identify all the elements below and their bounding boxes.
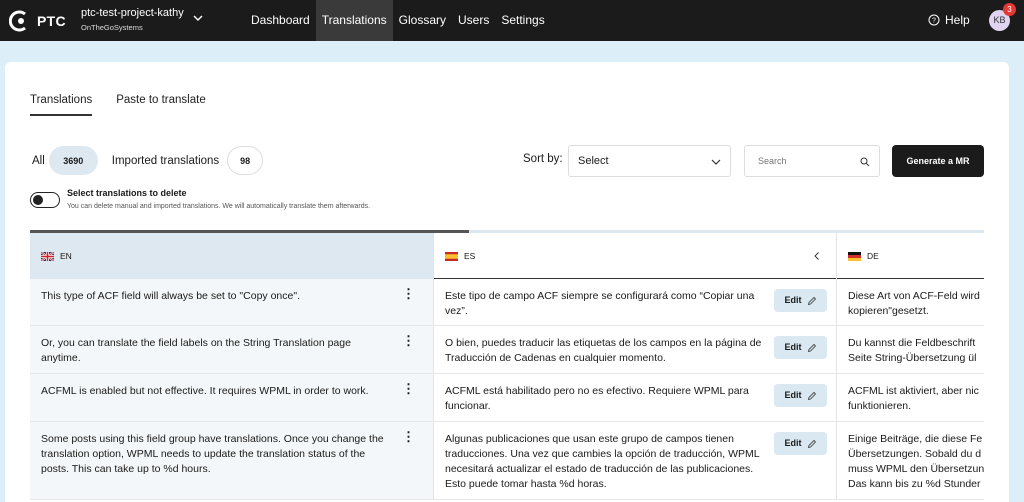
tab-translations[interactable]: Translations — [30, 94, 92, 116]
chevron-left-icon[interactable] — [812, 251, 822, 261]
delete-toggle-description: You can delete manual and imported translations. We will automatically translate them afterwards. — [67, 203, 371, 210]
edit-button[interactable] — [774, 336, 827, 359]
help-circle-icon — [928, 14, 940, 26]
translation-text-es: O bien, puedes traducir las etiquetas de los campos en la página de Traducción de Cadenas en cualquier momento. — [445, 337, 762, 364]
translation-text-de: Diese Art von ACF-Feld wird kopieren"gesetzt. — [848, 290, 980, 317]
filter-all-label[interactable]: All — [32, 154, 45, 167]
translation-cell-de — [836, 422, 984, 499]
search-box — [744, 145, 880, 177]
spain-flag-icon — [445, 252, 458, 261]
filter-imported-count[interactable]: 98 — [227, 146, 263, 175]
chevron-down-icon[interactable] — [193, 13, 203, 23]
translation-cell-de — [836, 326, 984, 373]
column-header-es[interactable] — [433, 233, 836, 279]
help-label: Help — [945, 13, 970, 27]
toggle-knob — [33, 195, 43, 205]
translation-cell-es — [433, 326, 836, 373]
column-code-de: DE — [867, 251, 879, 261]
top-navigation-bar — [0, 0, 1024, 41]
notification-badge: 3 — [1003, 3, 1016, 16]
sort-select-value: Select — [578, 155, 609, 167]
edit-label: Edit — [784, 342, 802, 352]
filter-all-count[interactable]: 3690 — [49, 146, 98, 175]
edit-label: Edit — [784, 390, 802, 400]
search-input[interactable] — [758, 156, 848, 166]
main-nav — [245, 0, 551, 41]
source-text: This type of ACF field will always be set to "Copy once". — [41, 290, 300, 302]
generate-mr-button[interactable]: Generate a MR — [892, 145, 984, 177]
sort-select[interactable] — [568, 145, 731, 177]
translation-text-es: Este tipo de campo ACF siempre se configurará como “Copiar una vez”. — [445, 290, 755, 317]
translation-text-de: ACFML ist aktiviert, aber nic funktionieren. — [848, 385, 979, 412]
edit-button[interactable] — [774, 289, 827, 312]
chevron-down-icon — [711, 157, 721, 167]
pencil-icon — [807, 296, 817, 306]
nav-glossary[interactable]: Glossary — [398, 13, 446, 27]
tab-paste-to-translate[interactable]: Paste to translate — [116, 94, 206, 106]
project-org: OnTheGoSystems — [81, 23, 143, 32]
translations-table — [30, 233, 984, 500]
source-text: ACFML is enabled but not effective. It requires WPML in order to work. — [41, 385, 369, 397]
brand-name[interactable]: PTC — [37, 13, 66, 29]
tab-bar — [30, 94, 206, 116]
table-row — [30, 422, 984, 500]
column-code-es: ES — [464, 251, 476, 261]
ptc-logo-icon[interactable] — [9, 10, 31, 32]
table-row — [30, 326, 984, 374]
delete-toggle-title: Select translations to delete — [67, 188, 187, 198]
nav-dashboard[interactable]: Dashboard — [251, 13, 310, 27]
column-code-en: EN — [60, 251, 72, 261]
nav-settings[interactable]: Settings — [501, 13, 545, 27]
more-options-icon[interactable]: ⋮ — [402, 333, 415, 348]
translation-text-es: ACFML está habilitado pero no es efectivo. Requiere WPML para funcionar. — [445, 385, 749, 412]
translation-cell-de — [836, 279, 984, 325]
edit-label: Edit — [784, 295, 802, 305]
filter-imported-label[interactable]: Imported translations — [111, 154, 220, 167]
help-link[interactable] — [928, 13, 970, 27]
more-options-icon[interactable]: ⋮ — [402, 286, 415, 301]
main-card — [5, 62, 1009, 502]
edit-button[interactable] — [774, 432, 827, 455]
column-header-en[interactable] — [30, 233, 433, 279]
table-row — [30, 279, 984, 326]
project-switcher[interactable] — [81, 7, 184, 32]
uk-flag-icon — [41, 252, 54, 261]
table-row — [30, 374, 984, 422]
project-name: ptc-test-project-kathy — [81, 7, 184, 19]
column-header-de[interactable] — [836, 233, 984, 279]
table-header — [30, 233, 984, 279]
edit-label: Edit — [784, 438, 802, 448]
translation-cell-es — [433, 279, 836, 325]
delete-toggle[interactable] — [30, 192, 60, 208]
avatar[interactable]: KB — [989, 10, 1010, 31]
translation-text-de: Du kannst die Feldbeschrift Seite String-Übersetzung ül — [848, 337, 977, 364]
translation-cell-de — [836, 374, 984, 421]
sort-label: Sort by: — [523, 153, 563, 165]
nav-translations[interactable]: Translations — [316, 0, 393, 41]
filter-bar — [32, 146, 263, 175]
edit-button[interactable] — [774, 384, 827, 407]
translation-cell-es — [433, 422, 836, 499]
source-text-cell — [30, 326, 433, 373]
translation-cell-es — [433, 374, 836, 421]
translation-text-es: Algunas publicaciones que usan este grupo de campos tienen traducciones. Una vez que cambies la opción de traducción, WPML necesitará actualizar el estado de traducción de las publicaciones. Esto puede tomar hasta %d horas. — [445, 433, 760, 490]
pencil-icon — [807, 439, 817, 449]
nav-users[interactable]: Users — [457, 13, 490, 27]
source-text: Or, you can translate the field labels on the String Translation page anytime. — [41, 337, 351, 364]
more-options-icon[interactable]: ⋮ — [402, 429, 415, 444]
more-options-icon[interactable]: ⋮ — [402, 381, 415, 396]
svg-text:?: ? — [932, 17, 936, 25]
source-text-cell — [30, 422, 433, 499]
pencil-icon — [807, 391, 817, 401]
source-text-cell — [30, 279, 433, 325]
source-text: Some posts using this field group have translations. Once you change the translation option, WPML needs to update the translation status of the posts. This can take up to %d hours. — [41, 433, 384, 475]
source-text-cell — [30, 374, 433, 421]
translation-text-de: Einige Beiträge, die diese Fe Übersetzungen. Sobald du d muss WPML den Übersetzun Das kann bis zu %d Stunder — [848, 433, 984, 490]
germany-flag-icon — [848, 252, 861, 261]
pencil-icon — [807, 343, 817, 353]
search-icon[interactable] — [860, 157, 870, 167]
